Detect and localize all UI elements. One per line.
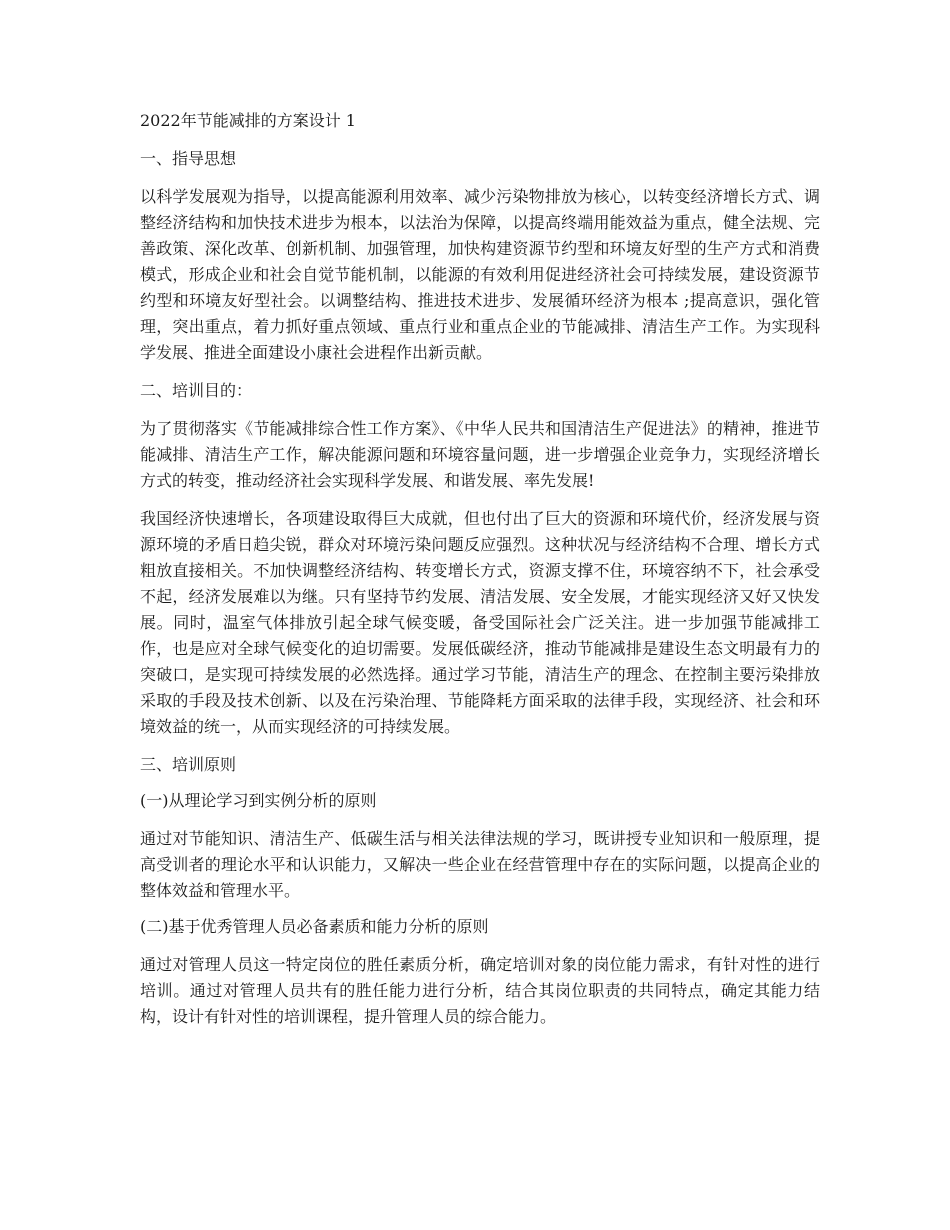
section-heading-guiding-thought: 一、指导思想 bbox=[140, 149, 237, 168]
paragraph-training-purpose-1: 为了贯彻落实《节能减排综合性工作方案》、《中华人民共和国清洁生产促进法》的精神，推进节能减排、清洁生产工作，解决能源问题和环境容量问题，进一步增强企业竞争力，实现经济增长方式的转变，推动经济社会实现科学发展、和谐发展、率先发展! bbox=[140, 419, 820, 490]
paragraph-guiding-thought: 以科学发展观为指导，以提高能源利用效率、减少污染物排放为核心，以转变经济增长方式、调整经济结构和加快技术进步为根本，以法治为保障，以提高终端用能效益为重点，健全法规、完善政策、深化改革、创新机制、加强管理，加快构建资源节约型和环境友好型的生产方式和消费模式，形成企业和社会自觉节能机制，以能源的有效利用促进经济社会可持续发展，建设资源节约型和环境友好型社会。以调整结构、推进技术进步、发展循环经济为根本 ;提高意识，强化管理，突出重点，着力抓好重点领域、重点行业和重点企业的节能减排、清洁生产工作。为实现科学发展、推进全面建设小康社会进程作出新贡献。 bbox=[140, 187, 820, 362]
section-heading-training-purpose: 二、培训目的： bbox=[140, 381, 253, 400]
document-page bbox=[140, 108, 820, 1030]
subsection-heading-theory-to-case: (一)从理论学习到实例分析的原则 bbox=[140, 791, 377, 810]
paragraph-theory-to-case: 通过对节能知识、清洁生产、低碳生活与相关法律法规的学习，既讲授专业知识和一般原理，提高受训者的理论水平和认识能力，又解决一些企业在经营管理中存在的实际问题，以提高企业的整体效益和管理水平。 bbox=[140, 829, 820, 900]
paragraph-competency-analysis: 通过对管理人员这一特定岗位的胜任素质分析，确定培训对象的岗位能力需求，有针对性的进行培训。通过对管理人员共有的胜任能力进行分析，结合其岗位职责的共同特点，确定其能力结构，设计有针对性的培训课程，提升管理人员的综合能力。 bbox=[140, 955, 820, 1026]
section-heading-training-principles: 三、培训原则 bbox=[140, 755, 237, 774]
subsection-heading-competency-analysis: (二)基于优秀管理人员必备素质和能力分析的原则 bbox=[140, 917, 489, 936]
paragraph-training-purpose-2: 我国经济快速增长，各项建设取得巨大成就，但也付出了巨大的资源和环境代价，经济发展与资源环境的矛盾日趋尖锐，群众对环境污染问题反应强烈。这种状况与经济结构不合理、增长方式粗放直接相关。不加快调整经济结构、转变增长方式，资源支撑不住，环境容纳不下，社会承受不起，经济发展难以为继。只有坚持节约发展、清洁发展、安全发展，才能实现经济又好又快发展。同时，温室气体排放引起全球气候变暖，备受国际社会广泛关注。进一步加强节能减排工作，也是应对全球气候变化的迫切需要。发展低碳经济，推动节能减排是建设生态文明最有力的突破口，是实现可持续发展的必然选择。通过学习节能，清洁生产的理念、在控制主要污染排放采取的手段及技术创新、以及在污染治理、节能降耗方面采取的法律手段，实现经济、社会和环境效益的统一，从而实现经济的可持续发展。 bbox=[140, 509, 820, 736]
document-title: 2022年节能减排的方案设计 1 bbox=[140, 111, 356, 130]
